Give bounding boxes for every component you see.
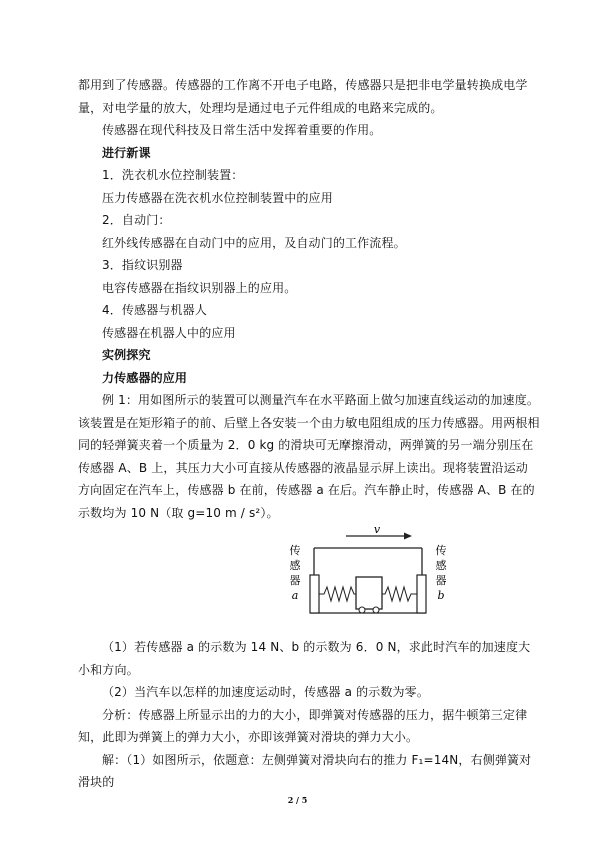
- list-item-1-desc: 压力传感器在洗衣机水位控制装置中的应用: [102, 190, 333, 205]
- list-item-3-desc: 电容传感器在指纹识别器上的应用。: [102, 280, 297, 295]
- sensor-apparatus-diagram: [284, 524, 474, 628]
- left-sensor-label-4: a: [291, 589, 299, 602]
- velocity-label: v: [373, 524, 381, 536]
- sensor-b-block: [417, 575, 426, 613]
- list-item-3: 3．指纹识别器: [102, 258, 183, 272]
- list-item-4-desc: 传感器在机器人中的应用: [102, 325, 236, 340]
- list-item-2: 2．自动门：: [102, 213, 171, 227]
- list-item-1: 1．洗衣机水位控制装置：: [102, 168, 244, 182]
- list-item-4: 4．传感器与机器人: [102, 303, 207, 317]
- right-spring: [382, 587, 417, 601]
- figure-sensor-box: [78, 524, 540, 636]
- right-sensor-label-3: 器: [435, 574, 447, 587]
- heading-new-lesson: 进行新课: [102, 145, 151, 160]
- left-sensor-label-2: 感: [289, 559, 301, 572]
- sensor-a-block: [310, 575, 319, 613]
- text-column: [78, 74, 540, 794]
- paragraph-intro: 都用到了传感器。传感器的工作离不开电子电路，传感器只是把非电学量转换成电学量，对电学量的放大，处理均是通过电子元件组成的电路来完成的。: [78, 78, 528, 115]
- heading-force-sensor: 力传感器的应用: [102, 370, 188, 385]
- right-sensor-label-1: 传: [435, 544, 447, 557]
- left-sensor-label-1: 传: [289, 544, 301, 557]
- list-item-2-desc: 红外线传感器在自动门中的应用，及自动门的工作流程。: [102, 235, 406, 250]
- question-1: （1）若传感器 a 的示数为 14 N、b 的示数为 6．0 N，求此时汽车的加速度大小和方向。: [78, 640, 531, 677]
- slider-block: [356, 577, 382, 609]
- question-2: （2）当汽车以怎样的加速度运动时，传感器 a 的示数为零。: [102, 685, 429, 699]
- page-number: 2 / 5: [287, 795, 308, 805]
- solution-paragraph: 解：（1）如图所示，依题意：左侧弹簧对滑块向右的推力 F₁=14N，右侧弹簧对滑块的: [78, 752, 532, 789]
- analysis-paragraph: 分析：传感器上所显示出的力的大小，即弹簧对传感器的压力，据牛顿第三定律知，此即为弹簧上的弹力大小，亦即该弹簧对滑块的弹力大小。: [78, 707, 528, 744]
- heading-examples: 实例探究: [102, 348, 151, 362]
- left-spring: [319, 587, 356, 601]
- example-1-text: 例 1：用如图所示的装置可以测量汽车在水平路面上做匀加速直线运动的加速度。该装置是在矩形箱子的前、后壁上各安装一个由力敏电阻组成的压力传感器。用两根相同的轻弹簧夹着一个质量为 2．0 kg 的滑块可无摩擦滑动，两弹簧的另一端分别压在传感器 A、B 上，其压力大小可直接从传感器的液晶显示屏上读出。现将装置沿运动方向固定在汽车上，传感器 b 在前，传感器 a 在后。汽车静止时，传感器 A、B 在的示数均为 10 N（取 g=10 m / s²）。: [78, 393, 540, 520]
- right-sensor-label-2: 感: [435, 559, 447, 572]
- paragraph-importance: 传感器在现代科技及日常生活中发挥着重要的作用。: [102, 123, 382, 137]
- right-sensor-label-4: b: [437, 589, 445, 602]
- left-sensor-label-3: 器: [289, 574, 301, 587]
